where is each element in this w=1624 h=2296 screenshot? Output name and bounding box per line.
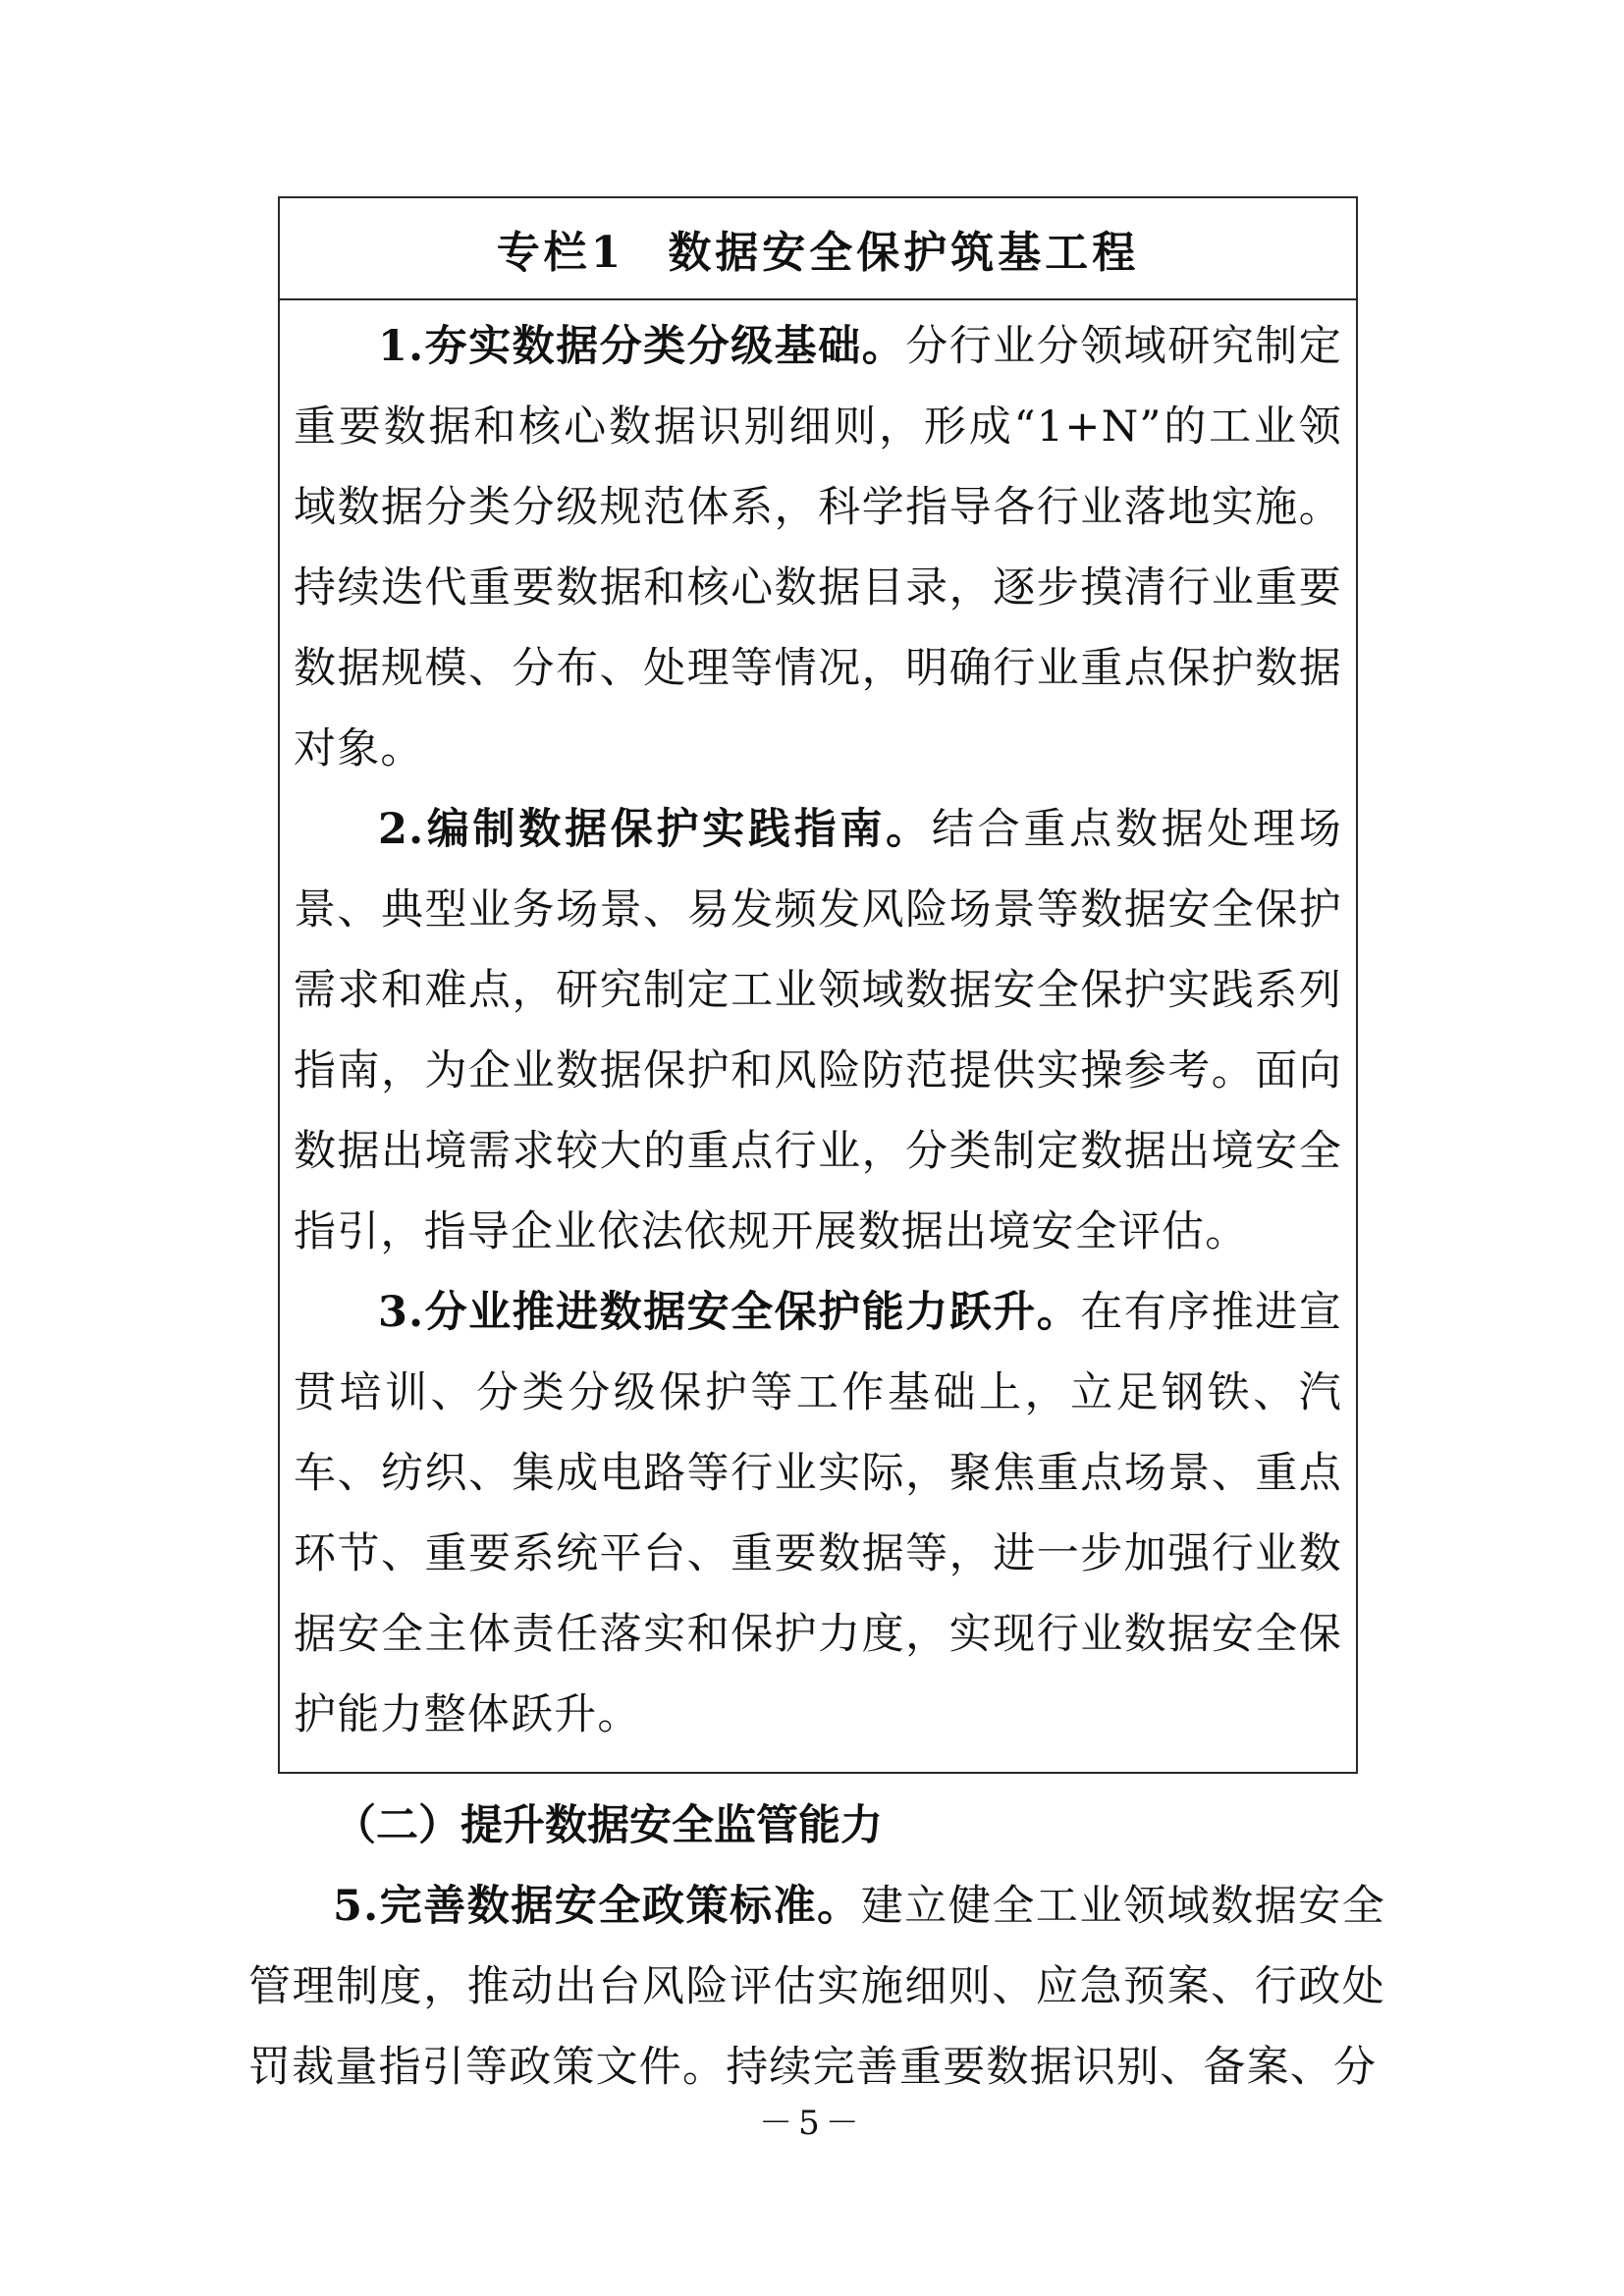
column-box-title: [280, 198, 1356, 300]
column-item-1-lead: 1.夯实数据分类分级基础。: [378, 322, 906, 371]
main-paragraph-lead: 5.完善数据安全政策标准。: [333, 1882, 861, 1931]
column-label: 专栏1: [496, 228, 625, 278]
main-paragraph: [248, 1866, 1385, 2108]
column-item-1-text: 分行业分领域研究制定重要数据和核心数据识别细则，形成“1+N”的工业领域数据分类分级规范体系，科学指导各行业落地实施。持续迭代重要数据和核心数据目录，逐步摸清行业重要数据规模、分布、处理等情况，明确行业重点保护数据对象。: [294, 322, 1343, 774]
main-paragraph-text: 建立健全工业领域数据安全管理制度，推动出台风险评估实施细则、应急预案、行政处罚裁量指引等政策文件。持续完善重要数据识别、备案、分: [248, 1882, 1385, 2092]
column-box: [278, 196, 1358, 1774]
section-heading: （二）提升数据安全监管能力: [334, 1801, 883, 1850]
column-item-1: [294, 306, 1342, 789]
column-box-body: [280, 300, 1356, 1755]
column-item-3-text: 在有序推进宣贯培训、分类分级保护等工作基础上，立足钢铁、汽车、纺织、集成电路等行业实际，聚焦重点场景、重点环节、重要系统平台、重要数据等，进一步加强行业数据安全主体责任落实和保护力度，实现行业数据安全保护能力整体跃升。: [294, 1288, 1342, 1739]
column-item-3-lead: 3.分业推进数据安全保护能力跃升。: [378, 1288, 1081, 1337]
column-item-2: [294, 789, 1342, 1272]
column-item-2-text: 结合重点数据处理场景、典型业务场景、易发频发风险场景等数据安全保护需求和难点，研究制定工业领域数据安全保护实践系列指南，为企业数据保护和风险防范提供实操参考。面向数据出境需求较大的重点行业，分类制定数据出境安全指引，指导企业依法依规开展数据出境安全评估。: [294, 805, 1342, 1256]
column-title-text: 数据安全保护筑基工程: [668, 228, 1140, 278]
page-number: －5－: [759, 2104, 865, 2143]
column-item-3: [294, 1272, 1342, 1755]
column-item-2-lead: 2.编制数据保护实践指南。: [378, 805, 932, 854]
